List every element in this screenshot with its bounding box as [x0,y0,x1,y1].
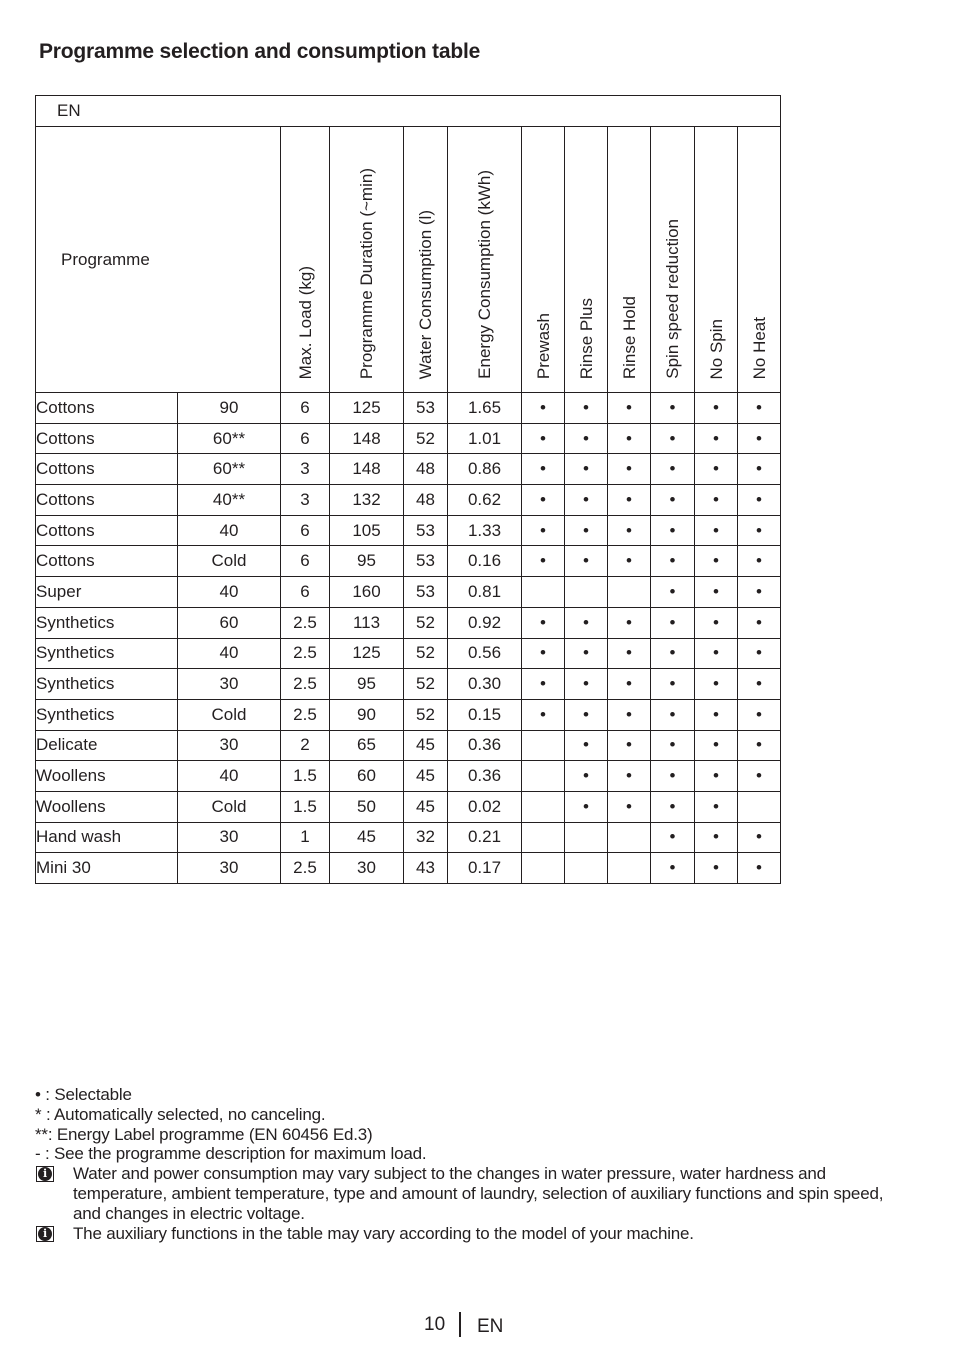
page-title: Programme selection and consumption table [39,40,481,63]
table-cell: • [738,485,781,516]
programme-name-cell: Cottons [36,393,178,424]
table-cell: • [738,761,781,792]
table-cell: • [695,853,738,884]
table-cell [608,577,651,608]
table-cell: • [565,515,608,546]
table-cell: • [738,699,781,730]
table-cell: 65 [330,730,404,761]
table-cell: 53 [404,577,448,608]
table-cell: • [608,546,651,577]
column-header [695,127,738,393]
temperature-cell: 90 [178,393,281,424]
table-cell: 1.33 [448,515,522,546]
table-cell: • [608,638,651,669]
table-cell [522,730,565,761]
table-cell: • [522,485,565,516]
table-cell: • [565,423,608,454]
table-cell: • [738,515,781,546]
table-cell: • [695,454,738,485]
table-cell [522,822,565,853]
programme-name-cell: Hand wash [36,822,178,853]
table-row [36,853,781,884]
programme-table [35,95,781,884]
table-cell: • [651,791,695,822]
table-cell: 45 [404,761,448,792]
table-cell: 0.92 [448,607,522,638]
temperature-cell: 60** [178,423,281,454]
table-cell: • [565,546,608,577]
table-cell: • [651,822,695,853]
column-header [330,127,404,393]
page-footer [0,1312,954,1338]
table-cell: • [695,485,738,516]
table-cell: 0.15 [448,699,522,730]
programme-name-cell: Super [36,577,178,608]
programme-header: Programme [36,127,281,393]
temperature-cell: 40 [178,761,281,792]
table-cell: • [522,454,565,485]
programme-name-cell: Woollens [36,791,178,822]
table-cell [738,791,781,822]
table-cell: 1.65 [448,393,522,424]
column-header [738,127,781,393]
table-cell: 1.01 [448,423,522,454]
table-row [36,393,781,424]
table-cell: 0.36 [448,761,522,792]
table-cell: • [738,730,781,761]
temperature-cell: 30 [178,822,281,853]
info-note-auxiliary-text: The auxiliary functions in the table may vary according to the model of your machine. [73,1223,694,1243]
table-cell: 50 [330,791,404,822]
table-cell: • [738,853,781,884]
column-header-label: Max. Load (kg) [295,265,315,379]
table-body [36,393,781,884]
table-cell: 0.86 [448,454,522,485]
table-row [36,791,781,822]
table-cell: • [608,699,651,730]
footnote-max-load: - : See the programme description for maximum load. [35,1144,427,1164]
table-cell: 125 [330,393,404,424]
table-cell: 43 [404,853,448,884]
table-cell: • [695,638,738,669]
column-header [565,127,608,393]
table-cell: • [651,393,695,424]
table-cell: • [695,393,738,424]
table-cell: • [651,423,695,454]
column-header-label: Spin speed reduction [663,219,682,379]
column-header [522,127,565,393]
table-cell: • [695,699,738,730]
table-cell: • [651,485,695,516]
column-header [651,127,695,393]
table-cell: 1.5 [281,761,330,792]
table-cell: • [608,669,651,700]
table-row [36,699,781,730]
table-cell: • [565,485,608,516]
table-cell: • [608,393,651,424]
table-cell: 105 [330,515,404,546]
table-cell: • [608,730,651,761]
programme-name-cell: Synthetics [36,669,178,700]
table-cell: 113 [330,607,404,638]
table-cell: • [695,669,738,700]
table-cell: 45 [404,730,448,761]
table-row [36,485,781,516]
table-cell: • [522,393,565,424]
table-cell: • [522,638,565,669]
table-cell: 6 [281,423,330,454]
programme-name-cell: Cottons [36,515,178,546]
table-cell: 45 [404,791,448,822]
table-cell: 160 [330,577,404,608]
table-cell: • [738,454,781,485]
column-header-label: No Heat [749,316,769,379]
table-cell: • [565,607,608,638]
table-cell: • [608,515,651,546]
table-cell: • [695,577,738,608]
table-cell: 32 [404,822,448,853]
table-cell: • [651,699,695,730]
table-cell: • [738,607,781,638]
footnote-selectable: • : Selectable [35,1085,132,1104]
table-cell: 95 [330,669,404,700]
temperature-cell: 40 [178,577,281,608]
table-cell: • [695,423,738,454]
temperature-cell: 30 [178,853,281,884]
table-cell: • [565,761,608,792]
table-cell [565,853,608,884]
table-cell: 2.5 [281,699,330,730]
table-cell: • [565,730,608,761]
temperature-cell: 30 [178,730,281,761]
table-cell: • [651,454,695,485]
table-cell: 2.5 [281,853,330,884]
table-cell: 52 [404,699,448,730]
table-cell: • [522,423,565,454]
table-cell: 6 [281,546,330,577]
table-cell: 53 [404,546,448,577]
table-row [36,730,781,761]
table-cell: • [608,454,651,485]
table-cell: 0.21 [448,822,522,853]
info-icon: i [36,1166,54,1182]
table-cell: 95 [330,546,404,577]
table-row [36,669,781,700]
table-cell: • [651,515,695,546]
table-cell [522,577,565,608]
column-header-label: Prewash [533,312,553,379]
table-cell: 1.5 [281,791,330,822]
column-header [404,127,448,393]
table-cell: • [695,761,738,792]
programme-name-cell: Synthetics [36,638,178,669]
table-cell: 6 [281,393,330,424]
temperature-cell: Cold [178,546,281,577]
programme-name-cell: Cottons [36,454,178,485]
programme-name-cell: Mini 30 [36,853,178,884]
table-cell: • [738,393,781,424]
table-cell: 0.36 [448,730,522,761]
footnote-energy-label: **: Energy Label programme (EN 60456 Ed.3) [35,1124,373,1144]
table-cell: 125 [330,638,404,669]
table-cell: • [738,669,781,700]
table-cell: • [695,515,738,546]
table-cell: • [738,577,781,608]
table-cell: 2.5 [281,669,330,700]
column-header-label: Rinse Hold [619,295,639,379]
table-cell: • [651,730,695,761]
table-cell: • [651,853,695,884]
temperature-cell: Cold [178,791,281,822]
table-row [36,607,781,638]
table-cell [522,791,565,822]
table-cell: • [608,791,651,822]
column-header [608,127,651,393]
table-cell: • [695,730,738,761]
temperature-cell: 40** [178,485,281,516]
table-cell: 3 [281,485,330,516]
table-cell: • [738,546,781,577]
table-cell [608,853,651,884]
column-header-label: No Spin [706,318,726,379]
footer-language: EN [477,1316,504,1337]
table-cell: • [651,546,695,577]
table-cell: 53 [404,515,448,546]
table-cell: 0.56 [448,638,522,669]
temperature-cell: Cold [178,699,281,730]
programme-name-cell: Synthetics [36,607,178,638]
table-cell: 48 [404,485,448,516]
table-cell: • [651,607,695,638]
table-cell: • [695,546,738,577]
table-cell: • [738,822,781,853]
temperature-cell: 40 [178,515,281,546]
table-cell: 0.17 [448,853,522,884]
table-cell: • [695,791,738,822]
table-row [36,423,781,454]
table-row [36,515,781,546]
table-cell: 148 [330,454,404,485]
table-row [36,822,781,853]
table-cell: • [651,577,695,608]
table-cell [522,761,565,792]
table-cell: 53 [404,393,448,424]
table-cell: 52 [404,638,448,669]
table-cell: 2 [281,730,330,761]
footer-divider [459,1312,461,1337]
table-row [36,546,781,577]
table-cell: • [565,638,608,669]
table-cell: • [608,485,651,516]
table-cell: 30 [330,853,404,884]
table-cell: 52 [404,669,448,700]
programme-name-cell: Delicate [36,730,178,761]
table-cell: 0.62 [448,485,522,516]
table-cell: • [695,822,738,853]
table-cell: • [522,669,565,700]
table-cell: • [565,393,608,424]
table-row [36,638,781,669]
column-header [281,127,330,393]
table-cell: 52 [404,423,448,454]
info-note-auxiliary [35,1224,915,1244]
info-note-consumption-text: Water and power consumption may vary subject to the changes in water pressure, water hardness and temperature, ambient temperature, type and amount of laundry, selection of auxiliary functions and spin speed, and changes in electric voltage. [73,1164,884,1223]
table-cell: 45 [330,822,404,853]
table-cell: 2.5 [281,638,330,669]
table-cell: 132 [330,485,404,516]
table-row [36,577,781,608]
table-cell: 0.81 [448,577,522,608]
table-cell: 48 [404,454,448,485]
programme-name-cell: Cottons [36,485,178,516]
table-cell: • [565,699,608,730]
table-cell: 90 [330,699,404,730]
table-cell: 1 [281,822,330,853]
table-row [36,761,781,792]
temperature-cell: 40 [178,638,281,669]
temperature-cell: 30 [178,669,281,700]
table-cell: • [608,423,651,454]
table-cell: • [565,791,608,822]
table-cell: 2.5 [281,607,330,638]
temperature-cell: 60 [178,607,281,638]
column-header-row [36,127,781,393]
programme-name-cell: Synthetics [36,699,178,730]
column-header-label: Energy Consumption (kWh) [475,170,494,379]
column-header-label: Water Consumption (l) [416,209,435,379]
table-cell: • [522,607,565,638]
page-number: 10 [424,1314,446,1335]
table-cell: 148 [330,423,404,454]
programme-name-cell: Cottons [36,546,178,577]
table-cell [565,577,608,608]
table-row [36,454,781,485]
table-cell: • [522,699,565,730]
programme-name-cell: Cottons [36,423,178,454]
temperature-cell: 60** [178,454,281,485]
table-cell: 3 [281,454,330,485]
table-cell: 6 [281,577,330,608]
table-cell: • [695,607,738,638]
column-header-label: Programme Duration (~min) [357,167,376,379]
info-note-consumption [35,1164,915,1223]
table-cell [608,822,651,853]
column-header-label: Rinse Plus [576,297,596,379]
footnotes [35,1085,915,1243]
language-label: EN [36,96,781,127]
table-cell: • [738,638,781,669]
table-cell: • [608,761,651,792]
programme-name-cell: Woollens [36,761,178,792]
table-cell [565,822,608,853]
table-cell: 0.30 [448,669,522,700]
table-cell: 0.02 [448,791,522,822]
table-cell: • [738,423,781,454]
table-cell: • [651,761,695,792]
table-cell: 52 [404,607,448,638]
info-icon: i [36,1226,54,1242]
table-cell [522,853,565,884]
table-cell: • [522,515,565,546]
table-cell: • [608,607,651,638]
table-cell: 6 [281,515,330,546]
table-cell: • [651,669,695,700]
column-header [448,127,522,393]
table-cell: • [651,638,695,669]
table-cell: 0.16 [448,546,522,577]
table-cell: • [522,546,565,577]
table-cell: 60 [330,761,404,792]
footnote-auto-selected: * : Automatically selected, no canceling. [35,1104,326,1124]
table-cell: • [565,454,608,485]
table-cell: • [565,669,608,700]
